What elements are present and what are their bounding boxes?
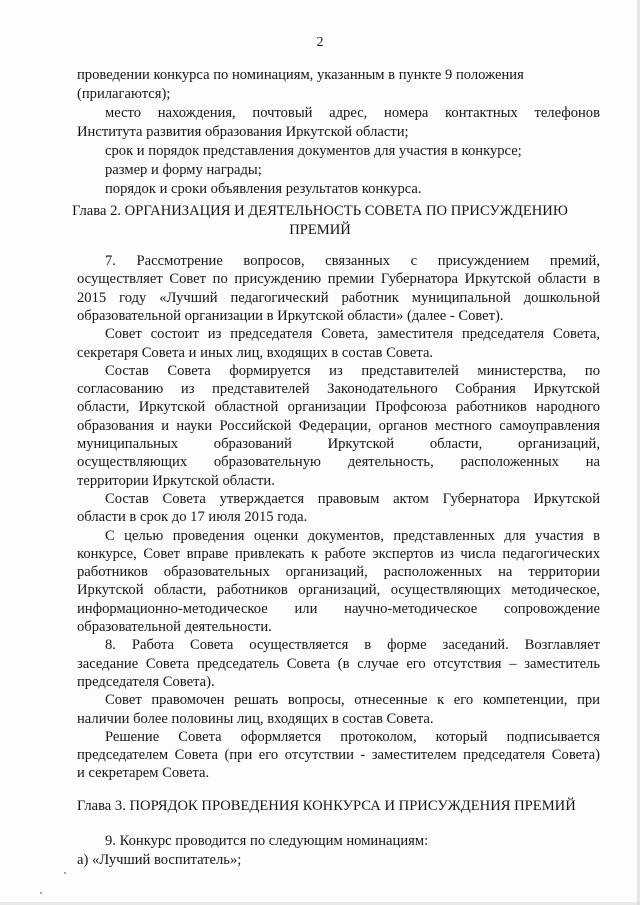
text-line: Решение Совета оформляется протоколом, который подписывается — [105, 728, 600, 745]
text-line: заседание Совета председатель Совета (в случае его отсутствия – заместитель — [77, 655, 600, 672]
text-line: 9. Конкурс проводится по следующим номинациям: — [105, 832, 429, 849]
text-line: территории Иркутской области. — [77, 472, 275, 489]
text-line: информационно-методическое или научно-методическое сопровождение — [77, 600, 600, 617]
text-line: работников образовательных организаций, расположенных на территории — [77, 564, 600, 581]
text-line: председателя Совета). — [77, 673, 215, 690]
text-line: (прилагаются); — [77, 86, 171, 102]
text-line: С целью проведения оценки документов, представленных для участия в — [105, 527, 600, 544]
text-line: срок и порядок представления документов для участия в конкурсе; — [105, 143, 522, 159]
text-line: размер и форму награды; — [105, 162, 262, 178]
text-line: осуществляющих образовательную деятельность, расположенных на — [77, 454, 600, 471]
text-line: муниципальных образований Иркутской области, организаций, — [77, 436, 600, 452]
text-line: Иркутской области, работников организаций, осуществляющих методическое, — [77, 582, 600, 599]
scan-speck — [64, 872, 66, 874]
chapter-2-heading-line-1: Глава 2. ОРГАНИЗАЦИЯ И ДЕЯТЕЛЬНОСТЬ СОВЕТА ПО ПРИСУЖДЕНИЮ — [72, 203, 568, 219]
page-number: 2 — [316, 35, 324, 50]
text-line: место нахождения, почтовый адрес, номера контактных телефонов — [105, 105, 600, 121]
text-line: 8. Работа Совета осуществляется в форме заседаний. Возглавляет — [105, 637, 600, 654]
text-line: конкурсе, Совет вправе привлекать к работе экспертов из числа педагогических — [77, 545, 600, 562]
text-line: области, Иркутской областной организации Профсоюза работников народного — [77, 399, 600, 416]
text-line: наличии более половины лиц, входящих в состав Совета. — [77, 710, 434, 727]
scan-speck — [40, 892, 42, 894]
text-line — [77, 66, 600, 85]
text-line: Института развития образования Иркутской области; — [77, 124, 409, 140]
text-line: образовательной деятельности. — [77, 619, 272, 635]
text-line: председателем Совета (при его отсутствии - заместителем председателя Совета) — [77, 747, 600, 764]
text-line: образовательной организации в Иркутской области» (далее - Совет). — [77, 307, 504, 324]
text-line: Совет правомочен решать вопросы, отнесенные к его компетенции, при — [105, 692, 600, 709]
text-line: и секретарем Совета. — [77, 765, 210, 782]
text-line: секретаря Совета и иных лиц, входящих в состав Совета. — [77, 344, 434, 361]
text-line: Состав Совета формируется из представителей министерства, по — [105, 362, 600, 379]
text-line: согласованию из представителей Законодательного Собрания Иркутской — [77, 381, 600, 398]
text-line: порядок и сроки объявления результатов конкурса. — [105, 181, 422, 197]
text-line: 2015 году «Лучший педагогический работник муниципальной дошкольной — [77, 289, 600, 306]
text-line-content: проведении конкурса по номинациям, указанным в пункте 9 положения — [77, 67, 524, 83]
text-line: Состав Совета утверждается правовым актом Губернатора Иркутской — [105, 490, 600, 507]
text-line: осуществляет Совет по присуждению премии Губернатора Иркутской области в — [77, 271, 600, 288]
text-line: а) «Лучший воспитатель»; — [77, 851, 242, 868]
text-line: 7. Рассмотрение вопросов, связанных с присуждением премий, — [105, 253, 600, 269]
chapter-2-heading-line-2: ПРЕМИЙ — [289, 222, 351, 238]
text-line: Совет состоит из председателя Совета, заместителя председателя Совета, — [105, 326, 600, 343]
text-line: области в срок до 17 июля 2015 года. — [77, 509, 308, 526]
text-line: образования и науки Российской Федерации, органов местного самоуправления — [77, 417, 600, 434]
chapter-3-heading: Глава 3. ПОРЯДОК ПРОВЕДЕНИЯ КОНКУРСА И ПРИСУЖДЕНИЯ ПРЕМИЙ — [77, 797, 576, 814]
